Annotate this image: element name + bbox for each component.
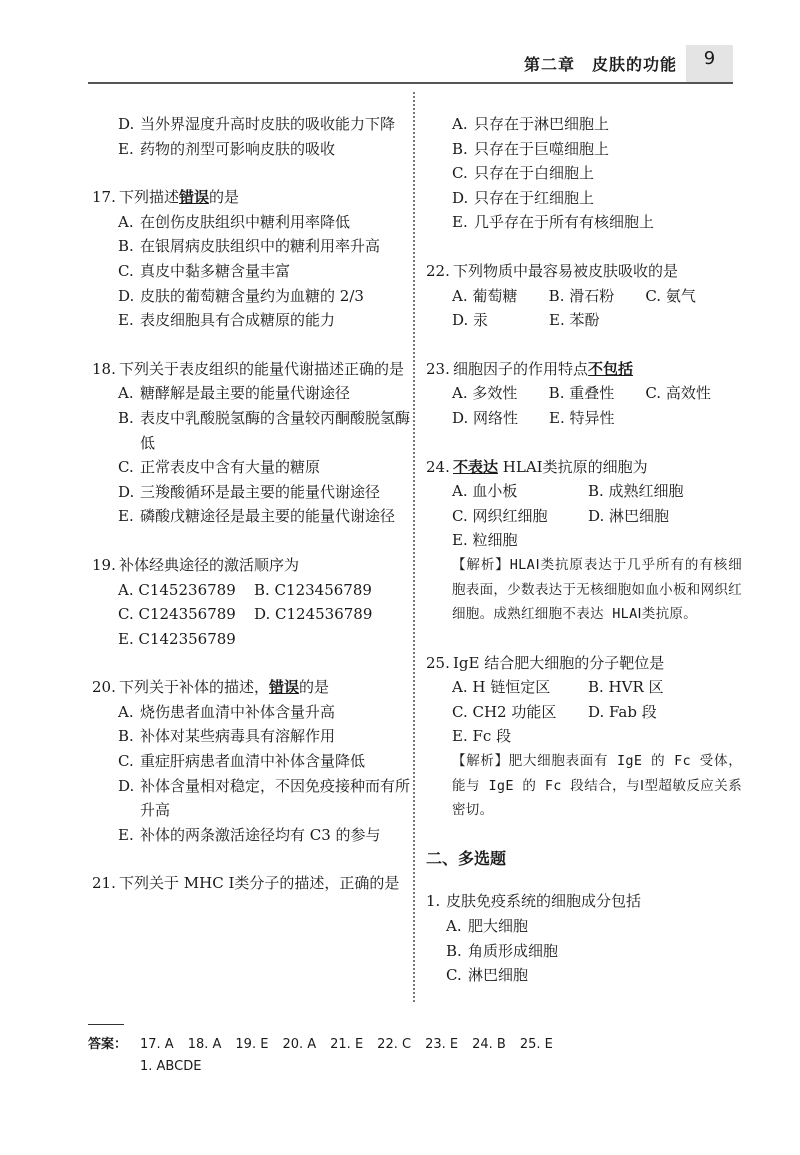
answer-item: 22. C bbox=[377, 1037, 412, 1052]
option-a: A. 多效性 bbox=[452, 384, 518, 403]
option-b: B. 表皮中乳酸脱氢酶的含量较丙酮酸脱氢酶低 bbox=[118, 408, 411, 452]
option-a: A. 葡萄糖 bbox=[452, 286, 518, 305]
option-a: A. 血小板 bbox=[452, 482, 518, 501]
option-e: E. 表皮细胞具有合成糖原的能力 bbox=[118, 311, 336, 330]
option-a: A. C145236789 bbox=[118, 580, 236, 599]
chapter-title: 第二章 皮肤的功能 bbox=[524, 55, 678, 74]
option-d: D. 补体含量相对稳定，不因免疫接种而有所升高 bbox=[118, 776, 411, 820]
options-row bbox=[426, 700, 742, 725]
answer-label: 答案： bbox=[88, 1037, 128, 1052]
option-e: E. 补体的两条激活途径均有 C3 的参与 bbox=[118, 825, 381, 844]
option-c: C. 真皮中黏多糖含量丰富 bbox=[118, 261, 291, 280]
option-c: C. 网织红细胞 bbox=[452, 506, 548, 525]
question-stem: 下列关于 MHC Ⅰ类分子的描述，正确的是 bbox=[119, 874, 400, 893]
options-row bbox=[426, 528, 742, 553]
emphasis-text: 错误 bbox=[179, 188, 210, 207]
column-divider bbox=[413, 92, 415, 1002]
question-stem: 下列物质中最容易被皮肤吸收的是 bbox=[453, 261, 679, 280]
option-e: E. 苯酚 bbox=[549, 311, 600, 330]
question-17 bbox=[92, 185, 410, 333]
answer-item: 19. E bbox=[235, 1037, 269, 1052]
option-b: B. 成熟红细胞 bbox=[588, 482, 684, 501]
option-e: E. 磷酸戊糖途径是最主要的能量代谢途径 bbox=[118, 507, 396, 526]
option-c: C. 淋巴细胞 bbox=[446, 966, 529, 985]
question-stem: 细胞因子的作用特点不包括 bbox=[453, 359, 634, 378]
left-column bbox=[92, 112, 410, 920]
question-stem: 下列描述错误的是 bbox=[119, 188, 240, 207]
question-22 bbox=[426, 259, 742, 333]
answer-item: 25. E bbox=[519, 1037, 553, 1052]
option-c: C. C124356789 bbox=[118, 605, 236, 624]
option-c: C. 高效性 bbox=[645, 384, 711, 403]
answer-item: 17. A bbox=[140, 1037, 174, 1052]
options-row bbox=[92, 627, 410, 652]
question-19 bbox=[92, 553, 410, 651]
option-c: C. 氨气 bbox=[645, 286, 696, 305]
option-d: D. 三羧酸循环是最主要的能量代谢途径 bbox=[118, 482, 381, 501]
explanation: 【解析】HLAⅠ类抗原表达于几乎所有的有核细胞表面，少数表达于无核细胞如血小板和网织红细胞。成熟红细胞不表达 HLAⅠ类抗原。 bbox=[452, 556, 742, 623]
option-d: D. C124536789 bbox=[254, 605, 373, 624]
option-c: C. 重症肝病患者血清中补体含量降低 bbox=[118, 752, 366, 771]
option-a: A. 肥大细胞 bbox=[446, 917, 529, 936]
question-21-options bbox=[426, 112, 742, 235]
options-row bbox=[426, 406, 742, 431]
answer-line-2: 1. ABCDE bbox=[140, 1059, 202, 1074]
question-25 bbox=[426, 651, 742, 823]
question-number: 18. bbox=[92, 359, 116, 378]
options-row bbox=[426, 381, 742, 406]
option-b: B. 滑石粉 bbox=[548, 286, 615, 305]
emphasis-text: 错误 bbox=[269, 678, 300, 697]
question-stem: 下列关于表皮组织的能量代谢描述正确的是 bbox=[119, 359, 405, 378]
section-heading: 二、多选题 bbox=[426, 848, 507, 868]
question-number: 25. bbox=[426, 653, 450, 672]
option-d: D. 只存在于红细胞上 bbox=[452, 188, 595, 207]
option-c: C. 只存在于白细胞上 bbox=[452, 164, 595, 183]
options-row bbox=[92, 602, 410, 627]
option-d: D. 网络性 bbox=[452, 408, 519, 427]
answer-line-1 bbox=[88, 1034, 567, 1056]
question-number: 17. bbox=[92, 188, 116, 207]
question-stem: 不表达 HLAⅠ类抗原的细胞为 bbox=[453, 457, 648, 476]
option-e: E. 粒细胞 bbox=[452, 531, 518, 550]
option-d: D. Fab 段 bbox=[588, 702, 657, 721]
emphasis-text: 不表达 bbox=[453, 457, 499, 476]
options-row bbox=[426, 675, 742, 700]
options-row bbox=[426, 284, 742, 309]
options-row bbox=[426, 724, 742, 749]
question-number: 1. bbox=[426, 892, 441, 911]
option-c: C. CH2 功能区 bbox=[452, 702, 557, 721]
right-column bbox=[426, 112, 742, 1012]
question-18 bbox=[92, 357, 410, 529]
option-d: D. 汞 bbox=[452, 311, 489, 330]
answer-item: 21. E bbox=[330, 1037, 364, 1052]
options-row bbox=[426, 308, 742, 333]
question-16-continued bbox=[92, 112, 410, 161]
option-a: A. 只存在于淋巴细胞上 bbox=[452, 115, 610, 133]
option-b: B. 角质形成细胞 bbox=[446, 941, 559, 960]
options-row bbox=[92, 578, 410, 603]
answer-key bbox=[88, 1034, 567, 1078]
emphasis-text: 不包括 bbox=[588, 359, 634, 378]
header-rule bbox=[88, 82, 733, 84]
option-a: A. 烧伤患者血清中补体含量升高 bbox=[118, 702, 336, 721]
option-b: B. C123456789 bbox=[254, 580, 372, 599]
footnote-rule bbox=[88, 1024, 124, 1025]
question-number: 21. bbox=[92, 874, 116, 893]
question-stem: 补体经典途径的激活顺序为 bbox=[119, 555, 300, 574]
answer-item: 20. A bbox=[282, 1037, 317, 1052]
question-24 bbox=[426, 455, 742, 627]
question-number: 20. bbox=[92, 678, 116, 697]
option-c: C. 正常表皮中含有大量的糖原 bbox=[118, 458, 321, 477]
option-a: A. 糖酵解是最主要的能量代谢途径 bbox=[118, 384, 351, 403]
question-stem: 下列关于补体的描述，错误的是 bbox=[119, 678, 330, 697]
question-number: 22. bbox=[426, 261, 450, 280]
option-d: D. 淋巴细胞 bbox=[588, 506, 670, 525]
option-b: B. HVR 区 bbox=[588, 678, 664, 697]
question-20 bbox=[92, 675, 410, 847]
question-stem: 皮肤免疫系统的细胞成分包括 bbox=[446, 892, 642, 911]
option-e: E. 几乎存在于所有有核细胞上 bbox=[452, 213, 655, 232]
multi-question-1 bbox=[426, 889, 742, 987]
page-number: 9 bbox=[703, 48, 716, 69]
options-row bbox=[426, 504, 742, 529]
question-number: 19. bbox=[92, 555, 116, 574]
option-e: E. C142356789 bbox=[118, 629, 236, 648]
question-23 bbox=[426, 357, 742, 431]
option-e: E. 特异性 bbox=[549, 408, 615, 427]
option-a: A. 在创伤皮肤组织中糖利用率降低 bbox=[118, 212, 351, 231]
question-number: 23. bbox=[426, 359, 450, 378]
question-number: 24. bbox=[426, 457, 450, 476]
answer-item: 23. E bbox=[425, 1037, 459, 1052]
option-a: A. H 链恒定区 bbox=[452, 678, 551, 697]
explanation: 【解析】肥大细胞表面有 IgE 的 Fc 受体，能与 IgE 的 Fc 段结合，与Ⅰ型超敏反应关系密切。 bbox=[452, 753, 742, 819]
question-21 bbox=[92, 871, 410, 896]
answer-item: 24. B bbox=[472, 1037, 506, 1052]
option-e: E. Fc 段 bbox=[452, 727, 512, 746]
option-e: E. 药物的剂型可影响皮肤的吸收 bbox=[118, 139, 336, 158]
option-b: B. 重叠性 bbox=[548, 384, 615, 403]
question-stem: IgE 结合肥大细胞的分子靶位是 bbox=[453, 653, 665, 672]
option-b: B. 在银屑病皮肤组织中的糖利用率升高 bbox=[118, 237, 381, 256]
option-b: B. 只存在于巨噬细胞上 bbox=[452, 139, 610, 158]
option-b: B. 补体对某些病毒具有溶解作用 bbox=[118, 727, 336, 746]
options-row bbox=[426, 479, 742, 504]
option-d: D. 当外界湿度升高时皮肤的吸收能力下降 bbox=[118, 115, 396, 133]
answer-item: 18. A bbox=[187, 1037, 222, 1052]
option-d: D. 皮肤的葡萄糖含量约为血糖的 2/3 bbox=[118, 286, 364, 305]
